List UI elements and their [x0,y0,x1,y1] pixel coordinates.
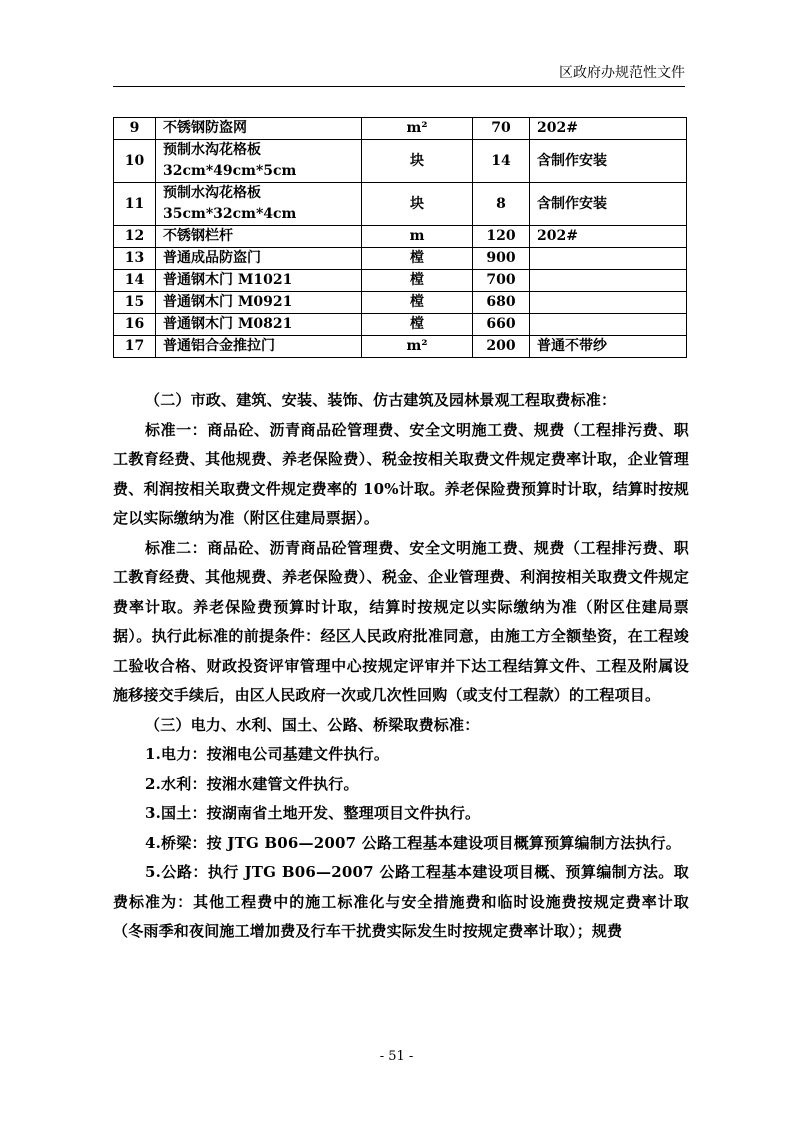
row-number: 9 [114,118,156,140]
paragraph: 4.桥梁：按 JTG B06—2007 公路工程基本建设项目概算预算编制方法执行。 [145,833,681,852]
paragraph: （二）市政、建筑、安装、装饰、仿古建筑及园林景观工程取费标准： [145,391,617,409]
item-unit: 樘 [362,270,473,292]
item-note: 202# [530,118,687,140]
row-number: 17 [114,336,156,358]
paragraph: 5.公路：执行 JTG B06—2007 公路工程基本建设项目概、预算编制方法。取费标准为：其他工程费中的施工标准化与安全措施费和临时设施费按规定费率计取（冬雨季和夜间施工增加费及行车干扰费实际发生时按规定费率计取）；规费 [113,863,689,940]
item-name [156,183,362,226]
item-note [530,314,687,336]
header-title: 区政府办规范性文件 [559,65,685,81]
table-row [114,270,687,292]
item-name [156,336,362,358]
item-name-line: 预制水沟花格板 [163,185,261,201]
item-unit: m² [362,118,473,140]
table-row [114,183,687,226]
page-number: - 51 - [379,1049,414,1064]
item-unit: 樘 [362,314,473,336]
item-name [156,314,362,336]
item-name [156,226,362,248]
row-number: 13 [114,248,156,270]
item-price: 120 [473,226,530,248]
item-price: 200 [473,336,530,358]
item-note [530,270,687,292]
row-number: 11 [114,183,156,226]
paragraph: 3.国土：按湖南省土地开发、整理项目文件执行。 [145,804,481,822]
item-price: 680 [473,292,530,314]
paragraph: 1.电力：按湘电公司基建文件执行。 [145,745,390,763]
paragraph: 标准一：商品砼、沥青商品砼管理费、安全文明施工费、规费（工程排污费、职工教育经费、其他规费、养老保险费）、税金按相关取费文件规定费率计取，企业管理费、利润按相关取费文件规定费率的 10%计取。养老保险费预算时计取，结算时按规定以实际缴纳为准（附区住建局票据）。 [113,420,689,527]
item-name-line: 普通钢木门 M0821 [163,316,293,332]
item-price: 900 [473,248,530,270]
row-number: 12 [114,226,156,248]
table-row [114,140,687,183]
item-name-line: 普通钢木门 M1021 [163,272,293,288]
item-name [156,270,362,292]
item-name-line: 预制水沟花格板 [163,142,261,158]
paragraph: （三）电力、水利、国土、公路、桥梁取费标准： [145,715,480,734]
item-note: 含制作安装 [530,183,687,226]
page-header [113,62,685,87]
table-row [114,336,687,358]
item-note [530,292,687,314]
item-price: 70 [473,118,530,140]
item-name-line: 不锈钢防盗网 [163,120,247,136]
item-name-line: 32cm*49cm*5cm [163,163,297,179]
row-number: 15 [114,292,156,314]
item-name-line: 普通铝合金推拉门 [163,338,275,354]
item-unit: 块 [362,140,473,183]
item-price: 660 [473,314,530,336]
item-unit: 樘 [362,292,473,314]
item-name [156,140,362,183]
table-row [114,118,687,140]
item-name-line: 35cm*32cm*4cm [163,206,297,222]
paragraph: 2.水利：按湘水建管文件执行。 [145,774,359,793]
items-table [113,117,687,358]
item-name [156,248,362,270]
items-table-body [114,118,687,358]
item-name [156,292,362,314]
item-name [156,118,362,140]
paragraph: 标准二：商品砼、沥青商品砼管理费、安全文明施工费、规费（工程排污费、职工教育经费、其他规费、养老保险费）、税金、企业管理费、利润按相关取费文件规定费率计取。养老保险费预算时计取，结算时按规定以实际缴纳为准（附区住建局票据）。执行此标准的前提条件：经区人民政府批准同意，由施工方全额垫资，在工程竣工验收合格、财政投资评审管理中心按规定评审并下达工程结算文件、工程及附属设施移接交手续后，由区人民政府一次或几次性回购（或支付工程款）的工程项目。 [113,538,689,704]
item-note [530,248,687,270]
item-price: 14 [473,140,530,183]
item-note: 202# [530,226,687,248]
item-unit: m² [362,336,473,358]
row-number: 16 [114,314,156,336]
item-price: 8 [473,183,530,226]
item-note: 普通不带纱 [530,336,687,358]
body-text [113,386,689,947]
item-unit: 樘 [362,248,473,270]
item-name-line: 普通钢木门 M0921 [163,294,293,310]
item-note: 含制作安装 [530,140,687,183]
row-number: 10 [114,140,156,183]
item-price: 700 [473,270,530,292]
item-name-line: 不锈钢栏杆 [163,228,233,244]
item-name-line: 普通成品防盗门 [163,250,261,266]
table-row [114,292,687,314]
item-unit: m [362,226,473,248]
table-row [114,226,687,248]
table-row [114,248,687,270]
table-row [114,314,687,336]
item-unit: 块 [362,183,473,226]
row-number: 14 [114,270,156,292]
